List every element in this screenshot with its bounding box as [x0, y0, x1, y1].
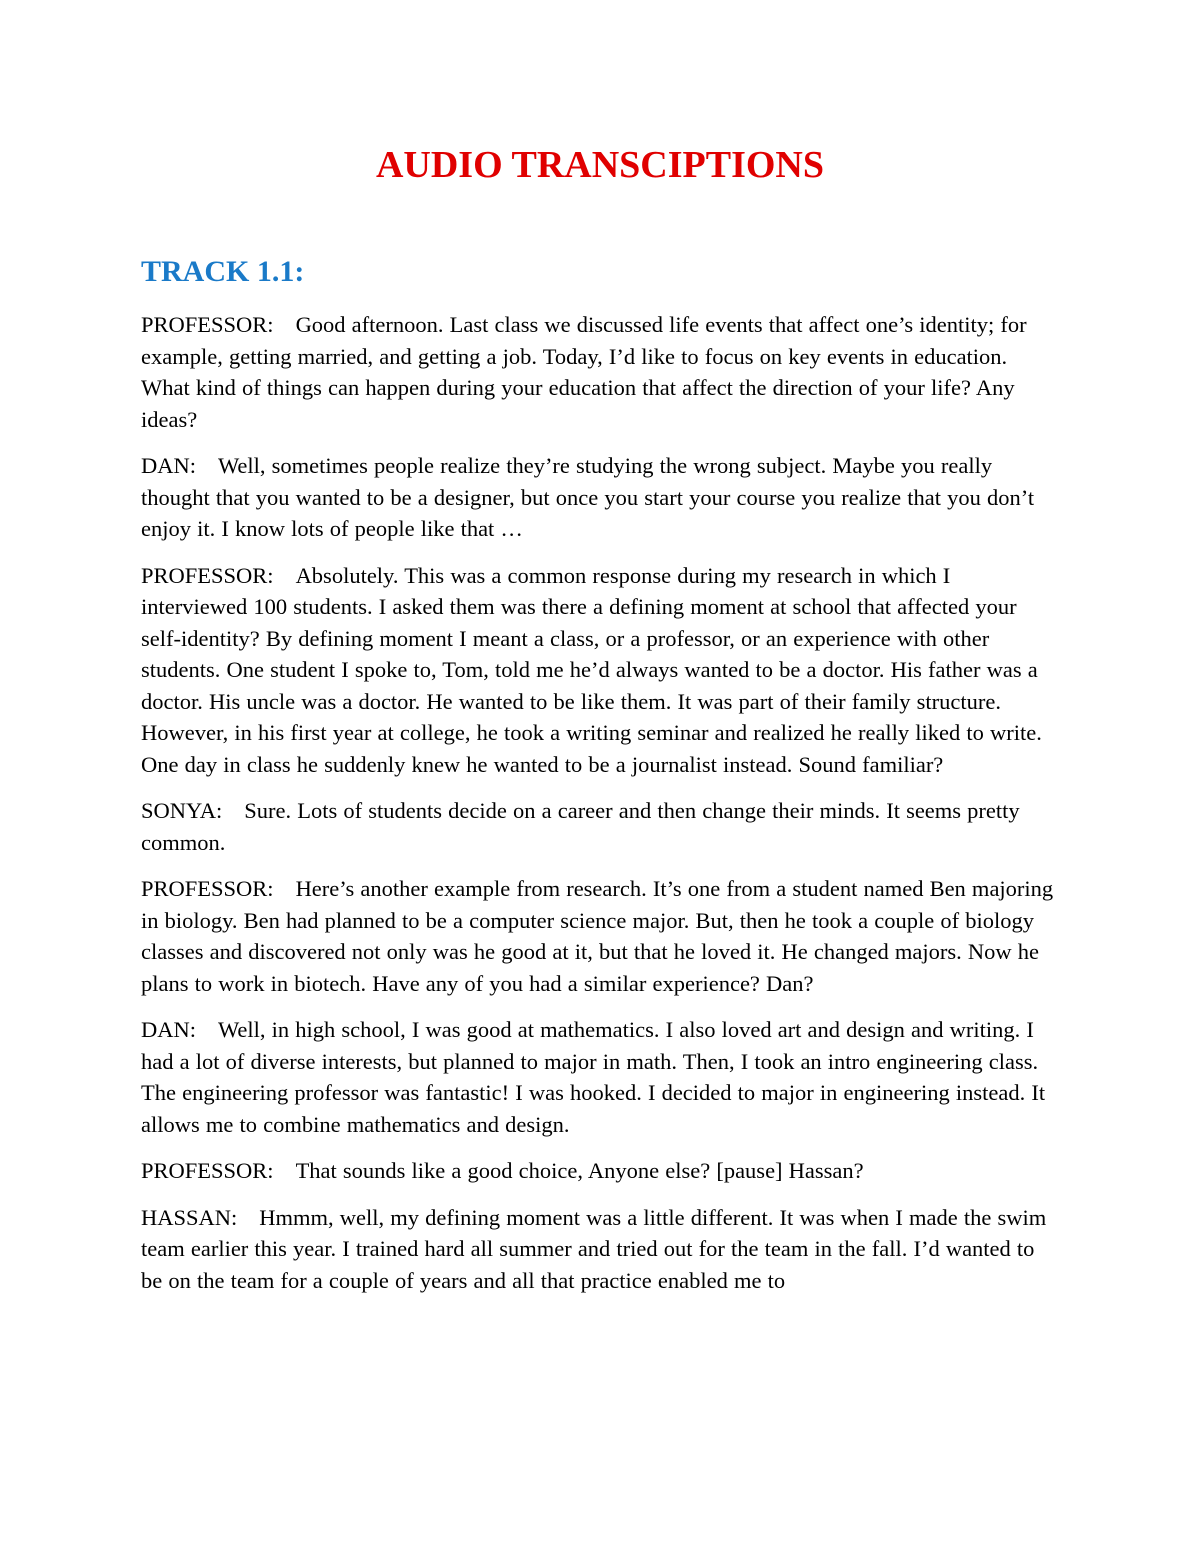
speaker-label: DAN:: [141, 453, 196, 478]
turn-text: That sounds like a good choice, Anyone else? [pause] Hassan?: [295, 1158, 864, 1183]
transcript-turn: [141, 450, 1059, 545]
turn-text: Here’s another example from research. It’s one from a student named Ben majoring in biology. Ben had planned to be a computer science major. But, then he took a couple of biology classes and discovered not only was he good at it, but that he loved it. He changed majors. Now he plans to work in biotech. Have any of you had a similar experience? Dan?: [141, 876, 1054, 996]
turn-text: Sure. Lots of students decide on a career and then change their minds. It seems pretty common.: [141, 798, 1020, 855]
speaker-label: SONYA:: [141, 798, 223, 823]
speaker-label: PROFESSOR:: [141, 562, 274, 588]
document-title: AUDIO TRANSCIPTIONS: [375, 144, 824, 186]
speaker-label: HASSAN:: [141, 1204, 238, 1230]
speaker-label: PROFESSOR:: [141, 1158, 274, 1183]
turn-text: Well, sometimes people realize they’re studying the wrong subject. Maybe you really thought that you wanted to be a designer, but once you start your course you realize that you don’t enjoy it. I know lots of people like that …: [141, 453, 1035, 541]
speaker-label: PROFESSOR:: [141, 876, 274, 901]
turn-text: Good afternoon. Last class we discussed life events that affect one’s identity; for example, getting married, and getting a job. Today, I’d like to focus on key events in education. What kind of things can happen during your education that affect the direction of your life? Any ideas?: [141, 312, 1027, 432]
transcript-turn: [141, 1014, 1059, 1140]
turn-text: Hmmm, well, my defining moment was a little different. It was when I made the swim team earlier this year. I trained hard all summer and tried out for the team in the fall. I’d wanted to be on the team for a couple of years and all that practice enabled me to: [141, 1204, 1047, 1293]
speaker-label: PROFESSOR:: [141, 312, 274, 337]
transcript-turn: [141, 795, 1059, 858]
transcript-turn: [141, 1202, 1059, 1297]
turn-text: Well, in high school, I was good at mathematics. I also loved art and design and writing. I had a lot of diverse interests, but planned to major in math. Then, I took an intro engineering class. The engineering professor was fantastic! I was hooked. I decided to major in engineering instead. It allows me to combine mathematics and design.: [141, 1017, 1046, 1137]
transcript-turn: [141, 1155, 1059, 1187]
speaker-label: DAN:: [141, 1017, 196, 1042]
turn-text: Absolutely. This was a common response during my research in which I interviewed 100 students. I asked them was there a defining moment at school that affected your self-identity? By defining moment I meant a class, or a professor, or an experience with other students. One student I spoke to, Tom, told me he’d always wanted to be a doctor. His father was a doctor. His uncle was a doctor. He wanted to be like them. It was part of their family structure. However, in his first year at college, he took a writing seminar and realized he really liked to write. One day in class he suddenly knew he wanted to be a journalist instead. Sound familiar?: [141, 562, 1042, 777]
transcript: [141, 309, 1059, 1311]
track-heading: TRACK 1.1:: [141, 255, 305, 288]
transcript-turn: [141, 309, 1059, 435]
transcript-turn: [141, 560, 1059, 781]
transcript-turn: [141, 873, 1059, 999]
